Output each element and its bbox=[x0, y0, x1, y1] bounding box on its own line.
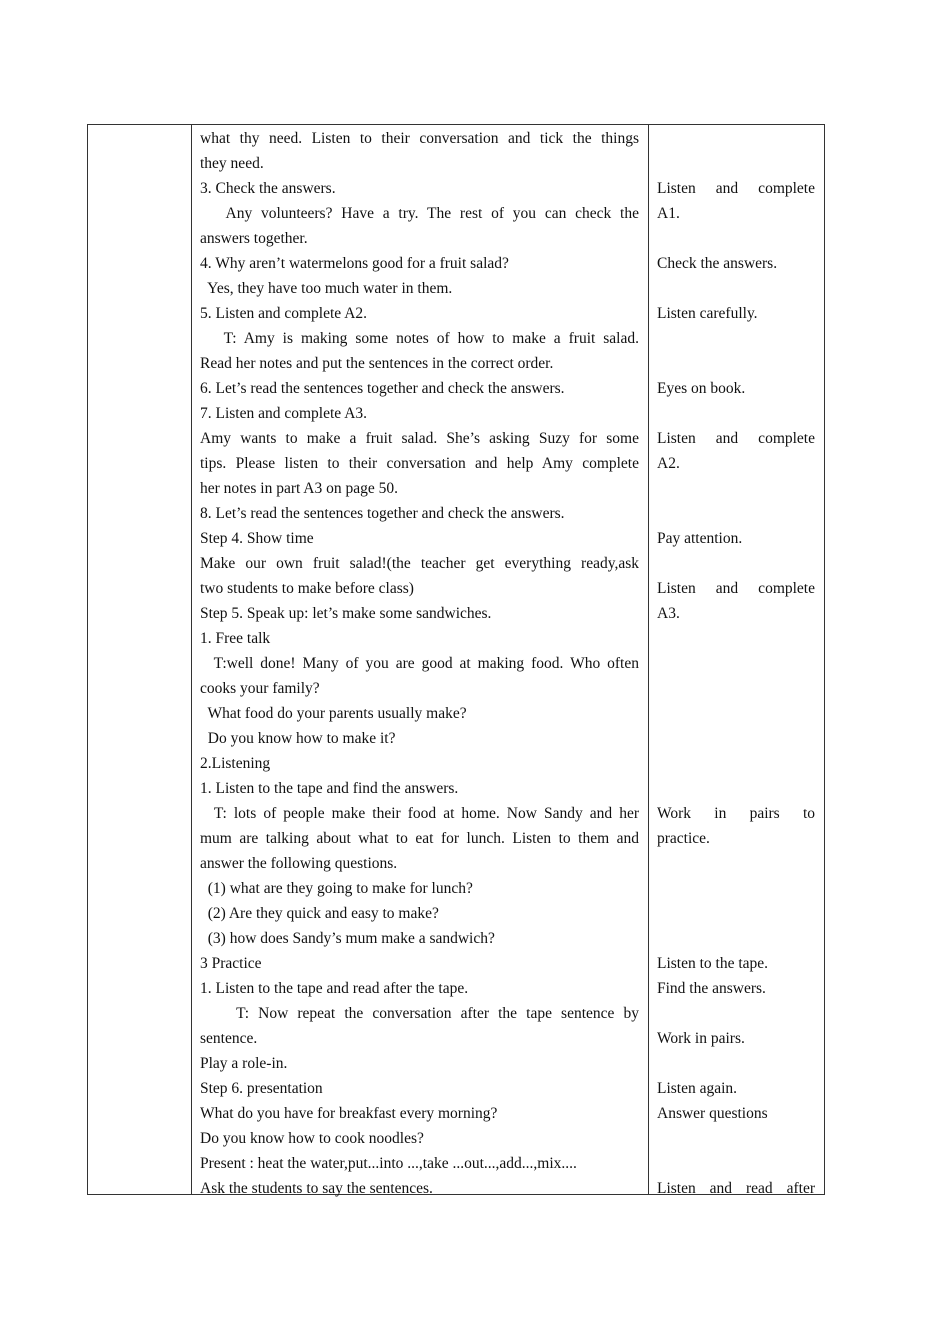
teacher-line: Any volunteers? Have a try. The rest of you can check the bbox=[200, 205, 639, 222]
student-line: Pay attention. bbox=[657, 530, 743, 547]
teacher-line: answer the following questions. bbox=[200, 855, 398, 872]
teacher-line: 1. Free talk bbox=[200, 630, 271, 647]
lesson-plan-table bbox=[87, 124, 825, 1195]
student-line: Listen and complete bbox=[657, 180, 815, 197]
teacher-line: tips. Please listen to their conversation and help Amy complete bbox=[200, 455, 639, 472]
teacher-line: cooks your family? bbox=[200, 680, 320, 697]
teacher-line: 1. Listen to the tape and read after the tape. bbox=[200, 980, 469, 997]
student-line: Work in pairs to bbox=[657, 805, 815, 822]
student-line: A3. bbox=[657, 605, 680, 622]
teacher-line: Make our own fruit salad!(the teacher get everything ready,ask bbox=[200, 555, 639, 572]
teacher-line: Step 6. presentation bbox=[200, 1080, 323, 1097]
teacher-line: 5. Listen and complete A2. bbox=[200, 305, 368, 322]
teacher-line: Amy wants to make a fruit salad. She’s asking Suzy for some bbox=[200, 430, 639, 447]
student-line: A1. bbox=[657, 205, 680, 222]
teacher-line: What food do your parents usually make? bbox=[200, 705, 467, 722]
teacher-line: 7. Listen and complete A3. bbox=[200, 405, 368, 422]
teacher-line: 2.Listening bbox=[200, 755, 271, 772]
empty-label-column bbox=[88, 125, 192, 1194]
teacher-line: T: Now repeat the conversation after the tape sentence by bbox=[200, 1005, 639, 1022]
teacher-line: (2) Are they quick and easy to make? bbox=[200, 905, 439, 922]
teacher-line: Ask the students to say the sentences. bbox=[200, 1180, 433, 1197]
student-line: Listen and read after bbox=[657, 1180, 815, 1197]
teacher-line: Do you know how to cook noodles? bbox=[200, 1130, 424, 1147]
teacher-line: Yes, they have too much water in them. bbox=[200, 280, 453, 297]
teacher-activities-column bbox=[192, 125, 649, 1197]
teacher-line: 4. Why aren’t watermelons good for a fruit salad? bbox=[200, 255, 509, 272]
teacher-line: Present : heat the water,put...into ...,take ...out...,add...,mix.... bbox=[200, 1155, 577, 1172]
student-line: Listen and complete bbox=[657, 430, 815, 447]
teacher-line: (3) how does Sandy’s mum make a sandwich? bbox=[200, 930, 495, 947]
teacher-line: sentence. bbox=[200, 1030, 258, 1047]
teacher-line: T: Amy is making some notes of how to make a fruit salad. bbox=[200, 330, 639, 347]
student-line: A2. bbox=[657, 455, 680, 472]
teacher-line: 3. Check the answers. bbox=[200, 180, 336, 197]
teacher-line: answers together. bbox=[200, 230, 308, 247]
teacher-line: Step 4. Show time bbox=[200, 530, 314, 547]
teacher-line: Step 5. Speak up: let’s make some sandwiches. bbox=[200, 605, 492, 622]
teacher-line: 6. Let’s read the sentences together and check the answers. bbox=[200, 380, 565, 397]
teacher-line: 3 Practice bbox=[200, 955, 262, 972]
teacher-line: mum are talking about what to eat for lunch. Listen to them and bbox=[200, 830, 639, 847]
teacher-line: they need. bbox=[200, 155, 264, 172]
teacher-line: her notes in part A3 on page 50. bbox=[200, 480, 399, 497]
student-line: Eyes on book. bbox=[657, 380, 746, 397]
teacher-line: Do you know how to make it? bbox=[200, 730, 396, 747]
teacher-line: What do you have for breakfast every morning? bbox=[200, 1105, 498, 1122]
student-activities-column bbox=[649, 125, 824, 1197]
teacher-line: two students to make before class) bbox=[200, 580, 414, 597]
student-line: Answer questions bbox=[657, 1105, 768, 1122]
student-line: Listen carefully. bbox=[657, 305, 758, 322]
student-line: Work in pairs. bbox=[657, 1030, 745, 1047]
teacher-line: Play a role-in. bbox=[200, 1055, 288, 1072]
teacher-line: T:well done! Many of you are good at making food. Who often bbox=[200, 655, 639, 672]
teacher-line: what thy need. Listen to their conversation and tick the things bbox=[200, 130, 639, 147]
teacher-line: (1) what are they going to make for lunch? bbox=[200, 880, 473, 897]
teacher-line: 8. Let’s read the sentences together and check the answers. bbox=[200, 505, 565, 522]
student-line: Check the answers. bbox=[657, 255, 778, 272]
teacher-line: T: lots of people make their food at home. Now Sandy and her bbox=[200, 805, 639, 822]
teacher-line: 1. Listen to the tape and find the answers. bbox=[200, 780, 459, 797]
student-line: practice. bbox=[657, 830, 710, 847]
student-line: Listen and complete bbox=[657, 580, 815, 597]
student-line: Find the answers. bbox=[657, 980, 766, 997]
student-line: Listen again. bbox=[657, 1080, 738, 1097]
teacher-line: Read her notes and put the sentences in the correct order. bbox=[200, 355, 554, 372]
student-line: Listen to the tape. bbox=[657, 955, 769, 972]
